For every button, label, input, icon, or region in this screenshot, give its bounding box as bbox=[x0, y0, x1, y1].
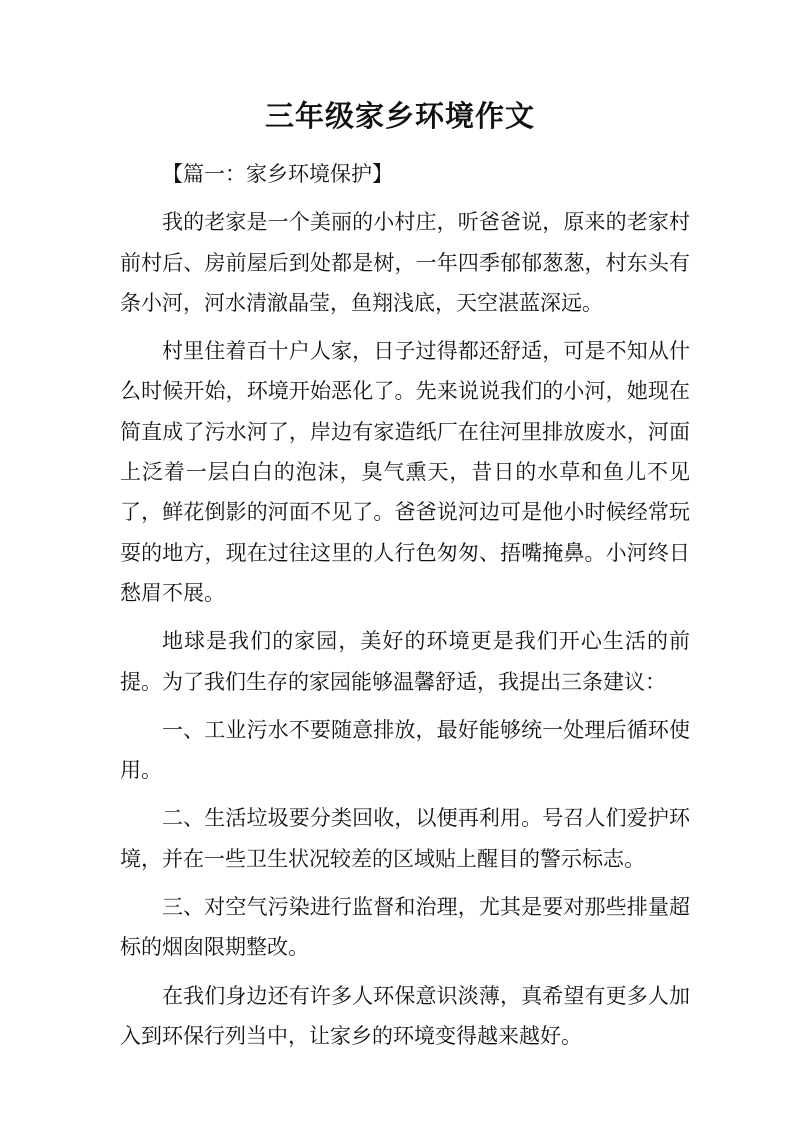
suggestion-3: 三、对空气污染进行监督和治理，尤其是要对那些排量超标的烟囱限期整改。 bbox=[120, 895, 690, 960]
document-body bbox=[120, 154, 690, 1064]
paragraph-closing: 在我们身边还有许多人环保意识淡薄，真希望有更多人加入到环保行列当中，让家乡的环境变得越来越好。 bbox=[120, 983, 690, 1048]
suggestion-2: 二、生活垃圾要分类回收，以便再利用。号召人们爱护环境，并在一些卫生状况较差的区域贴上醒目的警示标志。 bbox=[120, 806, 690, 871]
paragraph-1: 我的老家是一个美丽的小村庄，听爸爸说，原来的老家村前村后、房前屋后到处都是树，一年四季郁郁葱葱，村东头有条小河，河水清澈晶莹，鱼翔浅底，天空湛蓝深远。 bbox=[120, 210, 690, 315]
document-title: 三年级家乡环境作文 bbox=[264, 99, 535, 133]
section-title: 【篇一：家乡环境保护】 bbox=[162, 162, 393, 186]
paragraph-2: 村里住着百十户人家，日子过得都还舒适，可是不知从什么时候开始，环境开始恶化了。先来说说我们的小河，她现在简直成了污水河了，岸边有家造纸厂在往河里排放废水，河面上泛着一层白白的泡沫，臭气熏天，昔日的水草和鱼儿不见了，鲜花倒影的河面不见了。爸爸说河边可是他小时候经常玩耍的地方，现在过往这里的人行色匆匆、捂嘴掩鼻。小河终日愁眉不展。 bbox=[120, 339, 690, 605]
suggestion-1: 一、工业污水不要随意排放，最好能够统一处理后循环使用。 bbox=[120, 717, 690, 783]
paragraph-3: 地球是我们的家园，美好的环境更是我们开心生活的前提。为了我们生存的家园能够温馨舒适，我提出三条建议： bbox=[120, 629, 690, 694]
